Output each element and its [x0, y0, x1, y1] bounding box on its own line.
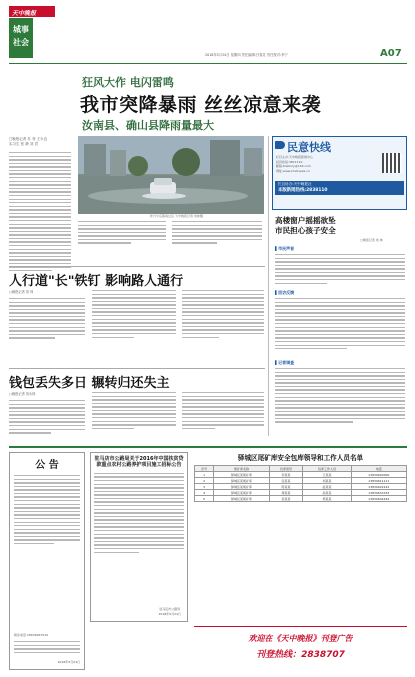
bottom-rule	[9, 446, 407, 448]
table-cell: 张某某	[269, 478, 303, 484]
hotline-body-2	[275, 298, 405, 349]
lead-photo-caption: 昨日午后暴雨过后 天中晚报记者 刘帅摄	[150, 214, 203, 218]
table-cell: 4	[195, 490, 214, 496]
table-cell: 5	[195, 496, 214, 502]
section-label	[9, 18, 33, 58]
lead-body-col3	[172, 221, 262, 244]
section-label-a: 城事	[13, 25, 29, 34]
table-cell: 13839633333	[351, 490, 406, 496]
side-head-label: 市民声音	[278, 246, 295, 251]
lead-byline: □晚报记者 苏 菲 王永良 实习生 张 静 刘 君	[9, 137, 48, 147]
lead-subhead: 汝南县、确山县降雨量最大	[82, 119, 214, 132]
date-line: 2018年5月24日 星期四 责任编辑:吕春芳 责任校对:李宁	[205, 53, 288, 57]
side-head-2: ▌回访反馈	[275, 290, 295, 295]
megaphone-icon	[275, 141, 285, 149]
table-cell: 驿城区某尾矿库	[214, 478, 269, 484]
table-cell: 1	[195, 472, 214, 478]
table-cell: 3	[195, 484, 214, 490]
lead-body-col2	[78, 221, 166, 244]
notice-box	[9, 452, 85, 670]
notice-body	[14, 475, 80, 544]
article3-rule	[9, 368, 265, 369]
article3-col1	[9, 400, 85, 434]
table-cell: 驿城区某尾矿库	[214, 490, 269, 496]
side-head-1: ▌市民声音	[275, 246, 295, 251]
hotline-panel	[272, 136, 407, 210]
table-cell: 王某某	[303, 472, 351, 478]
table-header: 包库工作人员	[303, 466, 351, 472]
table-cell: 孙某某	[303, 490, 351, 496]
table-cell: 郑某某	[303, 496, 351, 502]
staff-table-title: 驿城区尾矿库安全包库领导和工作人员名单	[237, 454, 364, 462]
hotline-sub-phone: 本版新闻热线:2838110	[278, 187, 328, 193]
table-header: 序号	[195, 466, 214, 472]
hotline-article-byline: □晚报记者 刘 帅	[360, 238, 383, 242]
table-cell: 13839600000	[351, 472, 406, 478]
article3-title: 钱包丢失多日 辗转归还失主	[9, 376, 170, 391]
hotline-title: 民意快线	[287, 141, 331, 154]
article3-byline: □晚报记者 刘永林	[9, 392, 36, 396]
footer-ad-line2: 刊登热线：2838707	[256, 650, 345, 660]
flood-scene	[78, 136, 264, 214]
footer-ad	[194, 626, 407, 670]
hotline-info	[276, 155, 313, 173]
table-cell: 2	[195, 478, 214, 484]
table-cell: 吴某某	[269, 496, 303, 502]
table-cell: 赵某某	[303, 484, 351, 490]
article2-title: 人行道"长"铁钉 影响路人通行	[9, 274, 184, 289]
notice-body-2	[14, 641, 80, 653]
tender-box	[90, 452, 188, 622]
article3-col4	[275, 400, 405, 423]
lead-photo	[78, 136, 264, 214]
side-head-label: 回访反馈	[278, 290, 295, 295]
hotline-line: 投诉热线:3811110	[276, 159, 303, 164]
table-cell: 驿城区某尾矿库	[214, 484, 269, 490]
staff-table	[194, 465, 407, 502]
table-cell: 驿城区某尾矿库	[214, 496, 269, 502]
tender-footer: 驻马店市公路局 2018年5月24日	[158, 606, 181, 616]
table-cell: 李某某	[269, 472, 303, 478]
hotline-line: 栏目主办:天中晚报新闻中心	[276, 155, 314, 159]
staff-table-box	[194, 452, 407, 620]
tender-body	[94, 473, 184, 553]
tender-title: 驻马店市公路局关于2016年中国扶贫贷款重点农村公路养护项目施工招标公告	[94, 456, 184, 469]
article3-col2	[92, 392, 176, 429]
table-header: 尾矿库名称	[214, 466, 269, 472]
table-header: 包库领导	[269, 466, 303, 472]
table-header: 电话	[351, 466, 406, 472]
footer-ad-line1: 欢迎在《天中晚报》刊登广告	[248, 634, 353, 643]
article2-byline: □晚报记者 刘 帅	[9, 290, 34, 294]
page-number: A07	[380, 48, 402, 59]
table-cell: 13839644444	[351, 496, 406, 502]
section-label-b: 社会	[13, 38, 29, 47]
notice-title: 公 告	[35, 460, 59, 471]
lead-kicker: 狂风大作 电闪雷鸣	[82, 76, 174, 89]
table-cell: 刘某某	[303, 478, 351, 484]
side-head-label: 记者调查	[278, 360, 295, 365]
lead-body-col1	[9, 152, 71, 271]
column-divider	[268, 136, 269, 436]
article2-col2	[92, 290, 176, 338]
table-cell: 驿城区某尾矿库	[214, 472, 269, 478]
article3-col3	[182, 392, 264, 429]
table-cell: 周某某	[269, 490, 303, 496]
qr-code-icon	[382, 153, 402, 173]
side-head-3: ▌记者调查	[275, 360, 295, 365]
brand-logo: 天中晚报	[9, 6, 55, 17]
article2-col3	[182, 290, 264, 338]
lead-headline: 我市突降暴雨 丝丝凉意来袭	[80, 94, 322, 116]
table-cell: 陈某某	[269, 484, 303, 490]
hotline-line: 网址:www.zmdnews.cn	[276, 168, 310, 173]
article2-rule	[9, 266, 265, 267]
hotline-line: 邮箱:tzwbmy@163.com	[276, 164, 311, 169]
table-cell: 13839622222	[351, 484, 406, 490]
notice-date: 2018年5月24日	[57, 659, 80, 664]
article2-col1	[9, 298, 85, 339]
hotline-article-title: 高楼窗户摇摇欲坠 市民担心孩子安全	[275, 216, 336, 235]
hotline-sub-label: 栏目协办:天中晚报社	[278, 182, 312, 186]
hotline-body-1	[275, 254, 405, 284]
masthead-rule	[9, 63, 407, 64]
table-cell: 13839611111	[351, 478, 406, 484]
notice-phone: 联系电话:18639967919	[14, 633, 49, 637]
table-row	[195, 496, 407, 502]
hotline-phone-box	[275, 181, 404, 195]
